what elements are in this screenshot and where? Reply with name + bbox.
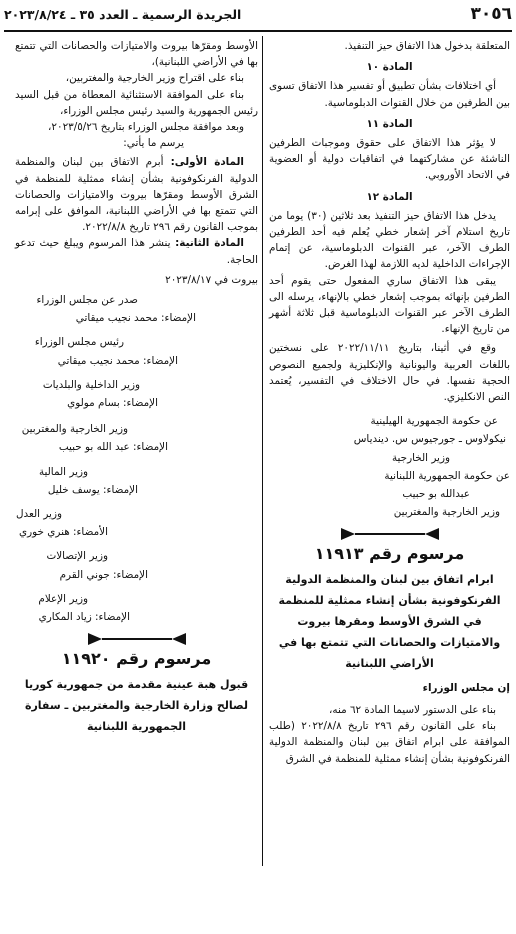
page-number: ٣٠٥٦: [470, 4, 512, 24]
paragraph: لا يؤثر هذا الاتفاق على حقوق وموجبات الطرفين الناشئة عن مشاركتهما في اتفاقيات دولية أو العضوية في الاتحاد الأوروبي.: [269, 137, 510, 182]
signature-title: وزير العدل: [15, 508, 62, 521]
section-divider: [269, 528, 510, 540]
signature-name: الإمضاء: عبد الله بو حبيب: [58, 441, 168, 454]
article-label: المادة الأولى:: [170, 156, 244, 169]
signatory-role: وزير الخارجية: [391, 451, 450, 464]
signature-title: وزير الداخلية والبلديات: [42, 378, 140, 391]
paragraph: أي اختلافات بشأن تطبيق أو تفسير هذا الاتفاق تسوى بين الطرفين من خلال القنوات الدبلوماسية.: [269, 80, 510, 109]
columns: [4, 32, 512, 932]
signature-name: الإمضاء: جوني القرم: [59, 568, 148, 581]
legal-basis: بناء على اقتراح وزير الخارجية والمغتربين،: [65, 72, 244, 85]
article-heading: المادة ١٠: [366, 61, 413, 74]
signatory-name: عبدالله بو حبيب: [402, 488, 470, 501]
page-header: [4, 6, 512, 32]
left-column: [13, 32, 262, 932]
signature-title: رئيس مجلس الوزراء: [34, 336, 124, 349]
signature-title: وزير الإتصالات: [46, 550, 108, 563]
paragraph: الأوسط ومقرّها بيروت والامتيازات والحصانات التي تتمتع بها في الأراضي اللبنانية)،: [15, 40, 258, 69]
signature-title: وزير الإعلام: [38, 592, 88, 605]
legal-basis: بناء على الدستور لاسيما المادة ٦٢ منه،: [329, 703, 496, 716]
decree-title: ابرام اتفاق بين لبنان والمنظمة الدولية الفرنكوفونية بشأن إنشاء ممثلية للمنظمة في الشرق الأوسط ومقرها بيروت والامتيازات والحصانات التي تتمتع بها في الأراضي اللبنانية: [278, 572, 501, 670]
article-text: أبرم الاتفاق بين لبنان والمنظمة الدولية الفرنكوفونية بشأن إنشاء ممثلية للمنظمة في الشرق الأوسط ومقرّها بيروت والامتيازات والحصانات التي تتمتع بها في الأراضي اللبنانية، الموافق على إبرامه بموجب القانون رقم ٢٩٦ تاريخ ٢٠٢٢/٨/٨.: [15, 156, 258, 234]
decree-number: مرسوم رقم ١١٩١٣: [314, 544, 465, 564]
section-divider: [15, 633, 258, 645]
gazette-title: الجريدة الرسمية ـ العدد ٣٥ ـ ٢٠٢٣/٨/٢٤: [4, 7, 242, 22]
decree-formula: يرسم ما يأتي:: [123, 137, 184, 150]
decree-title: قبول هبة عينية مقدمة من جمهورية كوريا لصالح وزارة الخارجية والمغتربين ـ سفارة الجمهورية اللبنانية: [24, 677, 249, 733]
decree-number: مرسوم رقم ١١٩٢٠: [61, 649, 212, 669]
signature-title: صدر عن مجلس الوزراء: [36, 294, 138, 307]
signatory-header: عن حكومة الجمهورية الهيلينية: [370, 415, 498, 428]
signatory-role: وزير الخارجية والمغتربين: [393, 506, 500, 519]
article-label: المادة الثانية:: [175, 237, 244, 250]
paragraph: المتعلقة بدخول هذا الاتفاق حيز التنفيذ.: [344, 40, 510, 52]
legal-basis: بناء على القانون رقم ٢٩٦ تاريخ ٢٠٢٢/٨/٨ (طلب الموافقة على ابرام اتفاق بين لبنان والمنظمة الدولية الفرنكوفونية بشأن إنشاء ممثلية للمنظمة في الشرق: [269, 720, 510, 765]
article-text: ينشر هذا المرسوم ويبلغ حيث تدعو الحاجة.: [15, 237, 258, 266]
paragraph: يدخل هذا الاتفاق حيز التنفيذ بعد ثلاثين (٣٠) يوما من تاريخ استلام آخر إشعار خطي يُعلم فيه أحد الطرفين الطرف الآخر، عبر القنوات الدبلوماسية، عن إتمام الإجراءات الداخلية لديه اللازمة لهذا الغرض.: [269, 209, 510, 271]
article-heading: المادة ١٢: [366, 190, 413, 203]
signature-name: الأمضاء: هنري خوري: [19, 526, 108, 539]
signatory-header: عن حكومة الجمهورية اللبنانية: [384, 469, 510, 482]
article-two: [15, 235, 258, 267]
right-column: [263, 32, 512, 932]
article-one: [15, 154, 258, 235]
signature-name: الإمضاء: بسام مولوي: [67, 397, 158, 410]
signature-title: وزير الخارجية والمغتربين: [21, 423, 128, 436]
legal-basis: بناء على الموافقة الاستثنائية المعطاة من قبل السيد رئيس الجمهورية والسيد رئيس مجلس الوزراء،: [15, 88, 258, 117]
issuer: إن مجلس الوزراء: [422, 681, 510, 694]
signature-name: الإمضاء: يوسف خليل: [47, 483, 138, 496]
legal-basis: وبعد موافقة مجلس الوزراء بتاريخ ٢٠٢٣/٥/٢٦،: [48, 121, 244, 134]
signature-title: وزير المالية: [38, 465, 88, 478]
signature-name: الإمضاء: محمد نجيب ميقاتي: [75, 312, 196, 325]
signature-name: الإمضاء: زياد المكاري: [38, 611, 130, 624]
paragraph: يبقى هذا الاتفاق ساري المفعول حتى يقوم أحد الطرفين بإنهائه بموجب إشعار خطي بالإنهاء، يرسله الى الطرف الآخر عبر القنوات الدبلوماسية قبل ثلاثة أشهر من تاريخ الإنهاء.: [269, 274, 510, 336]
column-rule: [262, 36, 263, 866]
signatory-name: نيكولاوس ـ جورجيوس س. ديندياس: [353, 433, 506, 446]
date-line: بيروت في ٢٠٢٣/٨/١٧: [165, 273, 258, 286]
closing-paragraph: وقع في أثينا، بتاريخ ٢٠٢٢/١١/١١ على نسختين باللغات العربية واليونانية والإنكليزية ولجميع النصوص الحجية نفسها. في حال الاختلاف في التفسير، يُعتمد النص الانكليزي.: [269, 342, 510, 404]
signature-name: الإمضاء: محمد نجيب ميقاتي: [57, 354, 178, 367]
article-heading: المادة ١١: [366, 117, 413, 130]
